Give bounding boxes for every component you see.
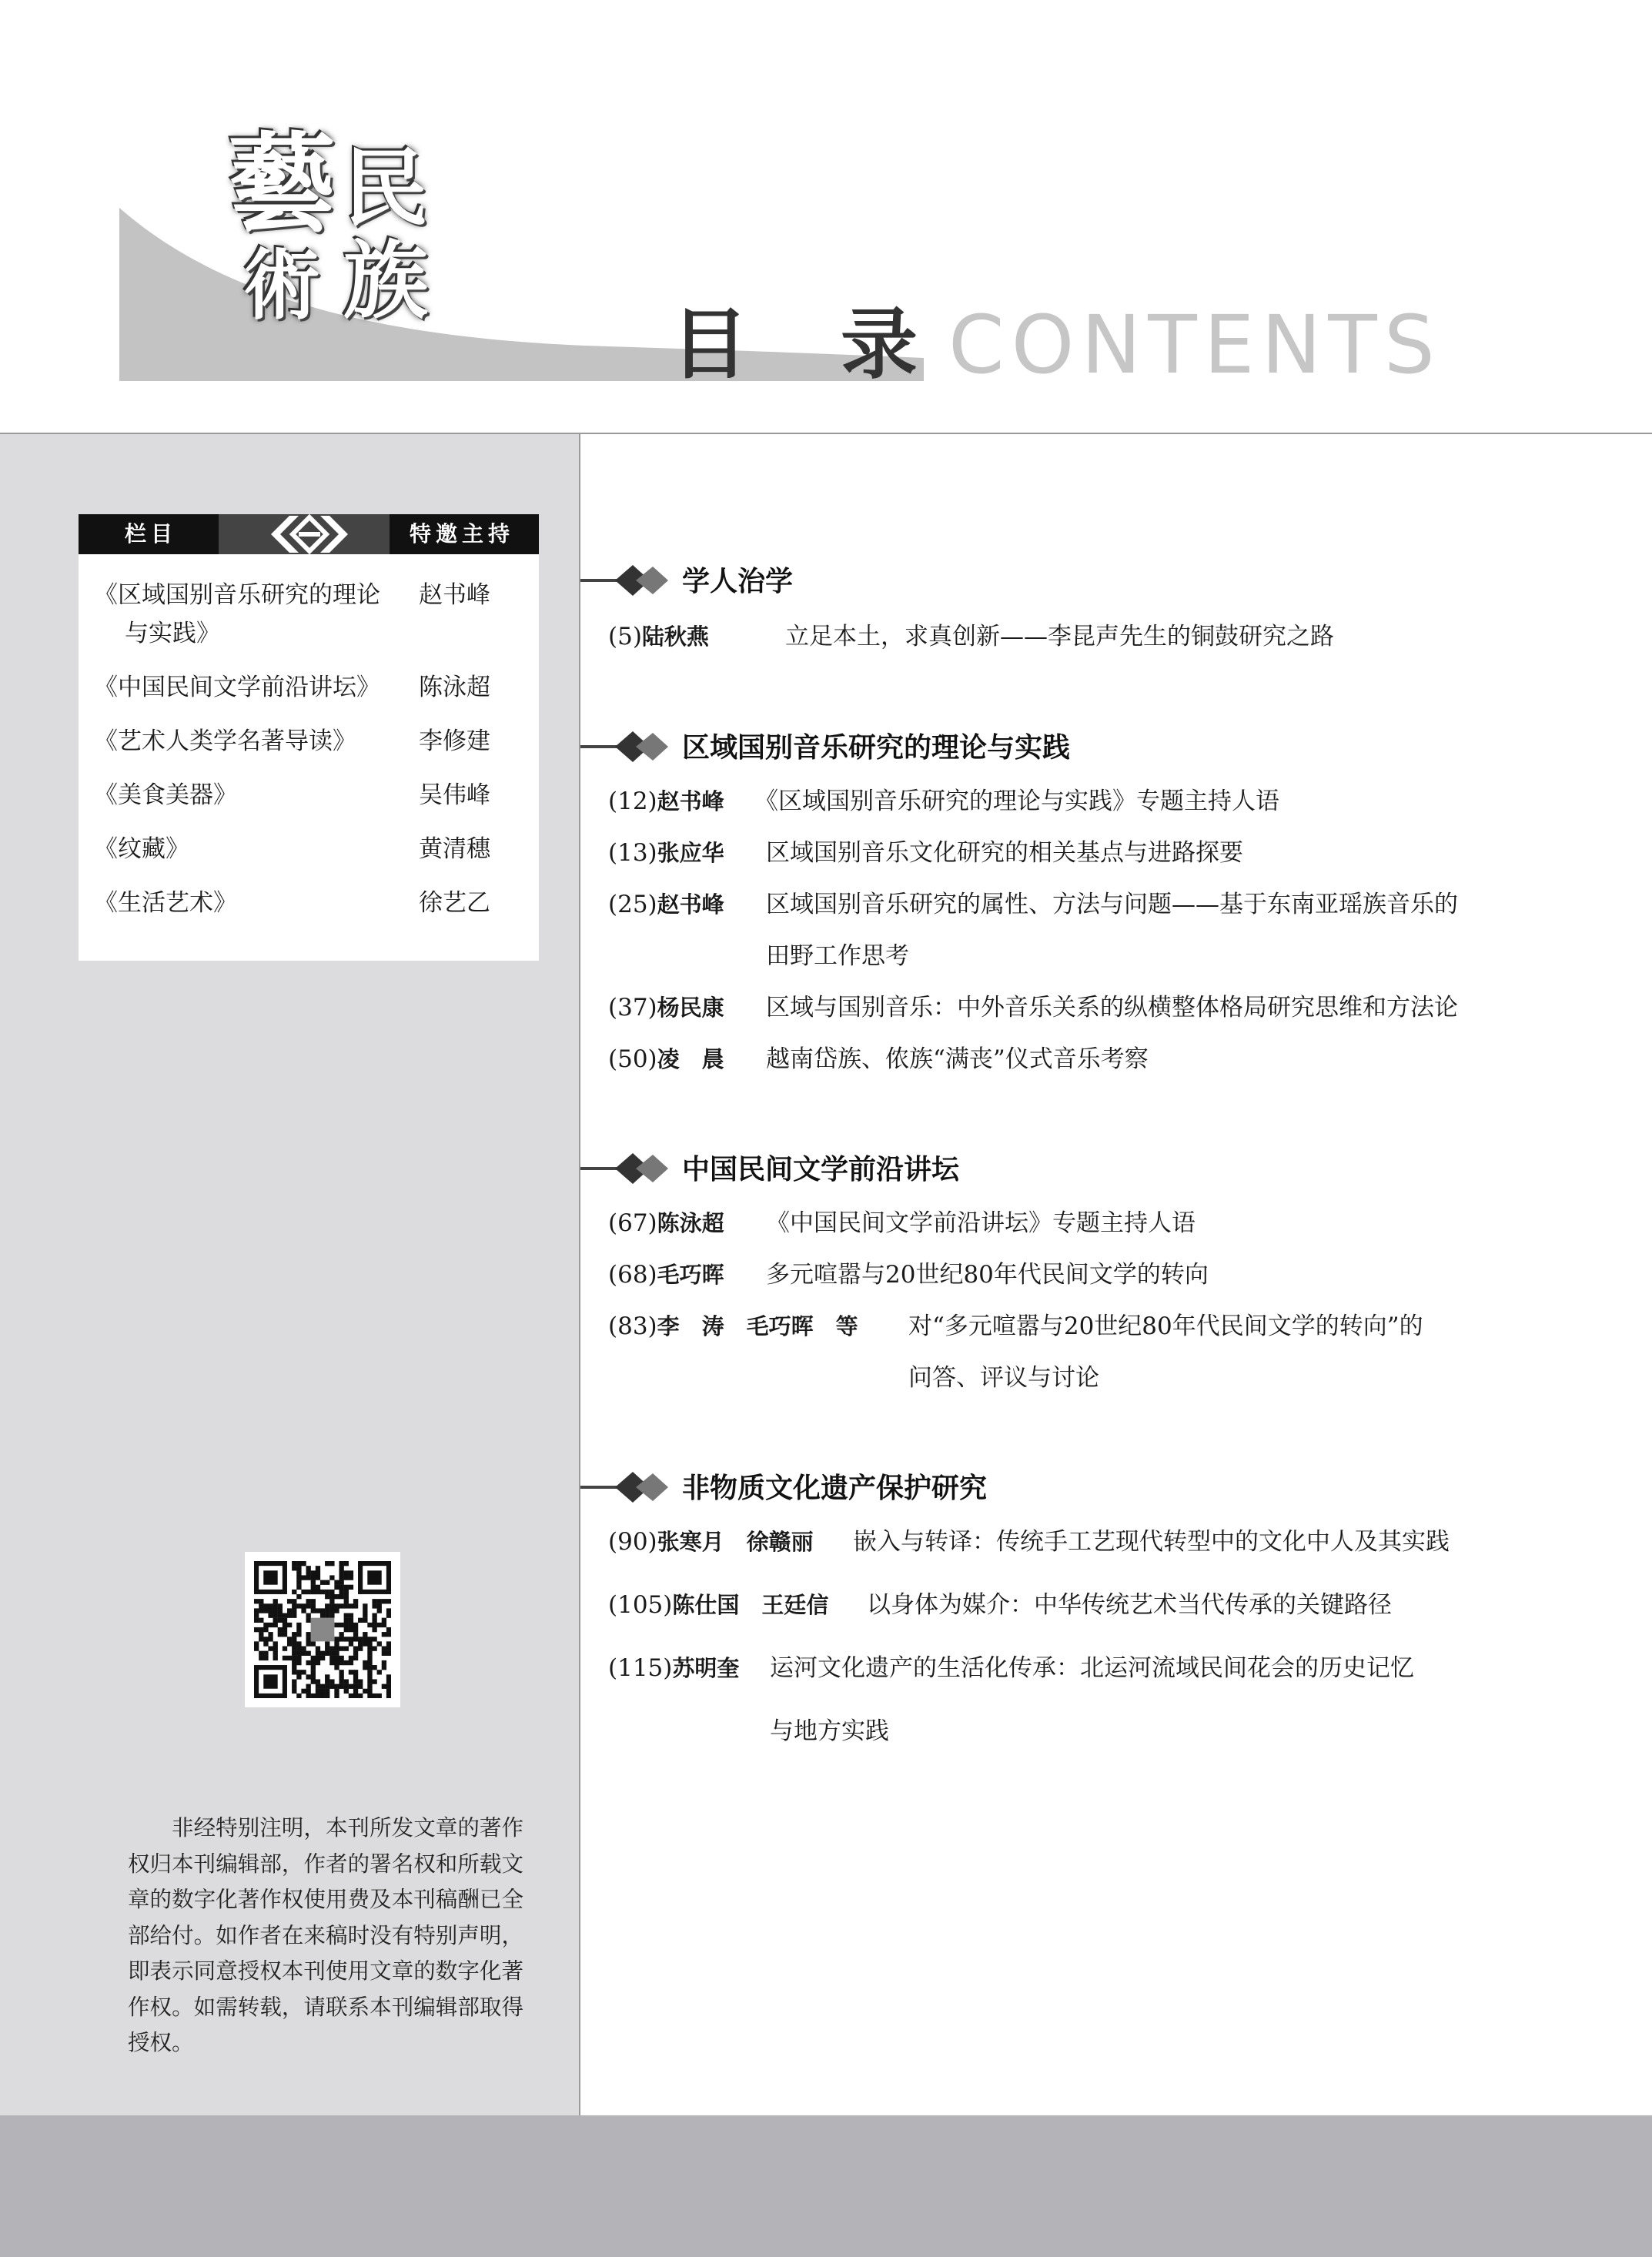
- entry-authors: 毛巧晖: [657, 1262, 724, 1288]
- logo-char: 術: [243, 239, 320, 330]
- entry-title-cont: 与地方实践: [770, 1717, 889, 1745]
- entry-page: (12): [608, 787, 657, 815]
- toc-entry[interactable]: [608, 887, 1458, 970]
- section-diamond-icon: [580, 730, 681, 768]
- logo-char: 民: [343, 139, 428, 238]
- section-header: [580, 559, 1350, 605]
- column-name: 《纹藏》: [94, 835, 189, 863]
- qr-code-icon: [254, 1561, 391, 1698]
- copyright-notice: 非经特别注明，本刊所发文章的著作权归本刊编辑部，作者的署名权和所载文章的数字化著作权使用费及本刊稿酬已全部给付。如作者在来稿时没有特别声明，即表示同意授权本刊使用文章的数字化著作权。如需转载，请联系本刊编辑部取得授权。: [128, 1815, 523, 2055]
- panel-divider: [579, 434, 580, 2115]
- entry-title-cont: 问答、评议与讨论: [908, 1364, 1099, 1392]
- entry-authors: 苏明奎: [672, 1655, 740, 1681]
- entry-page: (50): [608, 1045, 657, 1073]
- entry-title-cont: 田野工作思考: [766, 942, 909, 970]
- entry-page: (25): [608, 891, 657, 918]
- entry-title: 运河文化遗产的生活化传承：北运河流域民间花会的历史记忆: [770, 1654, 1414, 1682]
- toc-entry[interactable]: [608, 1524, 1450, 1560]
- logo-char: 族: [343, 231, 428, 330]
- toc-entry[interactable]: [608, 1587, 1392, 1623]
- toc-entry[interactable]: [608, 835, 1243, 871]
- columns-header-label: 栏目: [125, 521, 178, 547]
- entry-page: (90): [608, 1528, 657, 1556]
- entry-page: (115): [608, 1654, 673, 1682]
- entry-title: 以身体为媒介：中华传统艺术当代传承的关键路径: [867, 1591, 1392, 1619]
- section-header: [580, 725, 1350, 771]
- toc-entry[interactable]: [608, 784, 1279, 819]
- column-host: 黄清穗: [419, 835, 490, 863]
- page-header: [0, 0, 1652, 431]
- toc-entry[interactable]: [608, 990, 1458, 1025]
- entry-page: (68): [608, 1261, 657, 1289]
- entry-title: 区域国别音乐文化研究的相关基点与进路探要: [766, 839, 1243, 867]
- logo-char: 藝: [228, 122, 336, 248]
- section-diamond-icon: [580, 1470, 681, 1509]
- section-title: 区域国别音乐研究的理论与实践: [682, 732, 1071, 764]
- entry-page: (13): [608, 839, 657, 867]
- column-name-line1: 《区域国别音乐研究的理论: [94, 581, 380, 609]
- column-name: 《中国民间文学前沿讲坛》: [94, 674, 380, 701]
- section-header: [580, 1147, 1350, 1193]
- contents-title-en: CONTENTS: [948, 298, 1442, 392]
- ornament-icon: [256, 510, 363, 559]
- columns-header: [79, 514, 539, 554]
- entry-title: 越南岱族、侬族“满丧”仪式音乐考察: [766, 1045, 1149, 1073]
- section-title: 学人治学: [682, 566, 794, 597]
- entry-title: 嵌入与转译：传统手工艺现代转型中的文化中人及其实践: [853, 1528, 1450, 1556]
- entry-authors: 李 涛 毛巧晖 等: [657, 1313, 858, 1339]
- column-host: 吴伟峰: [419, 781, 490, 809]
- entry-title: 区域国别音乐研究的属性、方法与问题——基于东南亚瑶族音乐的: [766, 891, 1458, 918]
- toc-entry[interactable]: [608, 1257, 1209, 1292]
- entry-authors: 张应华: [657, 840, 724, 866]
- contents-title-cn: 目录: [671, 299, 1010, 390]
- entry-page: (37): [608, 994, 657, 1022]
- entry-title: 多元喧嚣与20世纪80年代民间文学的转向: [766, 1261, 1209, 1289]
- column-name-line2: 与实践》: [125, 620, 220, 647]
- section-title: 中国民间文学前沿讲坛: [682, 1154, 960, 1185]
- entry-authors: 赵书峰: [657, 891, 724, 918]
- entry-authors: 陈泳超: [657, 1210, 724, 1236]
- qr-code[interactable]: [245, 1552, 400, 1707]
- entry-authors: 赵书峰: [657, 788, 724, 814]
- entry-title: 对“多元喧嚣与20世纪80年代民间文学的转向”的: [908, 1312, 1423, 1340]
- hosts-header-label: 特邀主持: [410, 521, 515, 547]
- entry-page: (5): [608, 623, 642, 650]
- entry-authors: 陆秋燕: [641, 624, 709, 650]
- entry-authors: 张寒月 徐赣丽: [657, 1529, 814, 1555]
- toc-entry[interactable]: [608, 619, 1334, 654]
- toc-entry[interactable]: [608, 1309, 1423, 1392]
- column-name: 《艺术人类学名著导读》: [94, 727, 356, 755]
- column-name: 《生活艺术》: [94, 889, 237, 917]
- journal-logo: [228, 123, 443, 346]
- entry-authors: 凌 晨: [657, 1046, 724, 1072]
- entry-authors: 杨民康: [657, 995, 724, 1021]
- entry-authors: 陈仕国 王廷信: [672, 1592, 829, 1618]
- column-host: 李修建: [419, 727, 490, 755]
- entry-title: 《区域国别音乐研究的理论与实践》专题主持人语: [754, 787, 1279, 815]
- entry-title: 区域与国别音乐：中外音乐关系的纵横整体格局研究思维和方法论: [766, 994, 1458, 1022]
- column-host: 徐艺乙: [419, 889, 490, 917]
- column-host: 陈泳超: [419, 674, 490, 701]
- column-name: [94, 576, 402, 653]
- entry-title: 立足本土，求真创新——李昆声先生的铜鼓研究之路: [785, 623, 1334, 650]
- entry-page: (83): [608, 1312, 657, 1340]
- entry-page: (67): [608, 1209, 657, 1237]
- columns-box: [79, 514, 539, 961]
- toc-entry[interactable]: [608, 1650, 1414, 1745]
- entry-title: 《中国民间文学前沿讲坛》专题主持人语: [766, 1209, 1196, 1237]
- column-host: 赵书峰: [419, 581, 490, 609]
- sidebar-panel: [0, 434, 579, 2115]
- section-header: [580, 1466, 1350, 1512]
- section-diamond-icon: [580, 563, 681, 602]
- footer-band: [0, 2115, 1652, 2257]
- entry-page: (105): [608, 1591, 673, 1619]
- toc-entry[interactable]: [608, 1205, 1196, 1241]
- column-name: 《美食美器》: [94, 781, 237, 809]
- section-diamond-icon: [580, 1152, 681, 1190]
- toc-entry[interactable]: [608, 1042, 1149, 1077]
- section-title: 非物质文化遗产保护研究: [682, 1473, 988, 1504]
